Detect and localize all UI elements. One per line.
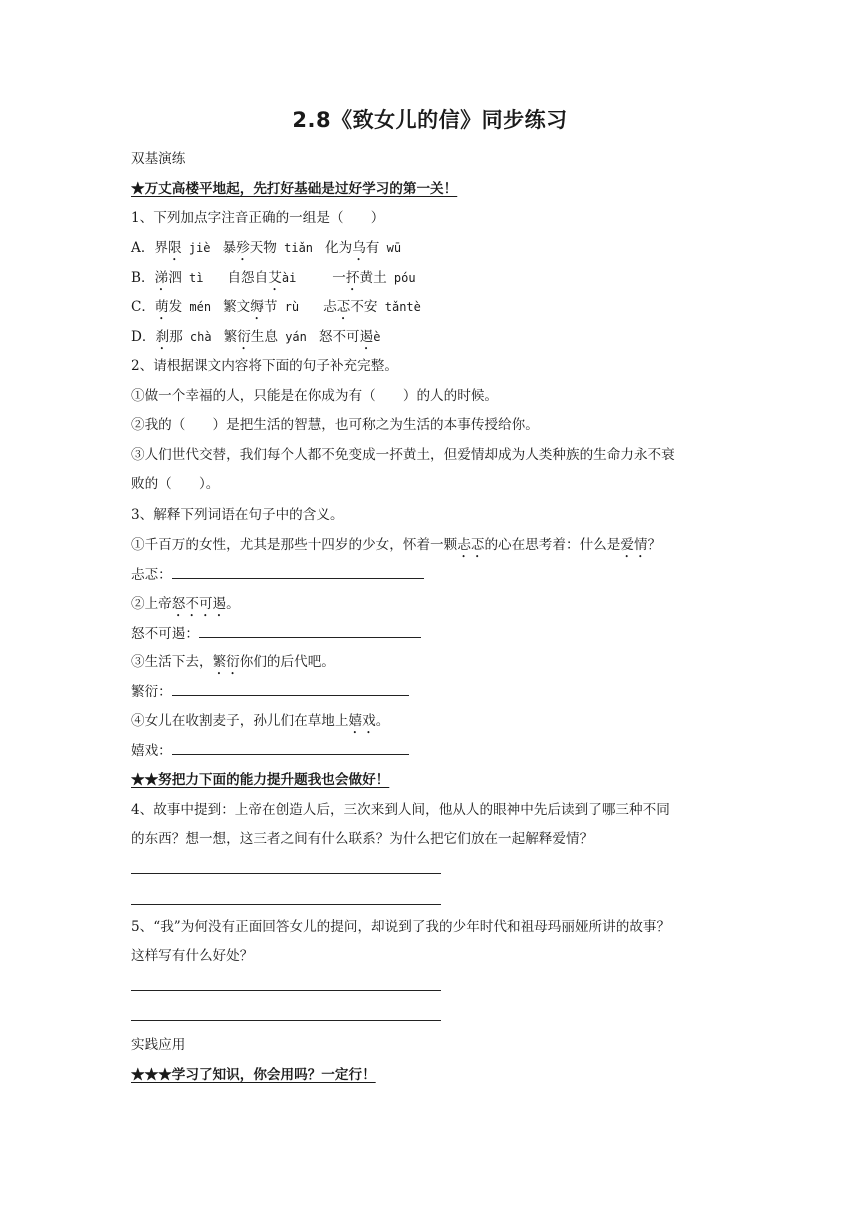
dotted-char: 抔 bbox=[345, 270, 360, 286]
answer-label: 嬉戏： bbox=[131, 743, 172, 759]
word: 繁文 bbox=[223, 299, 251, 315]
pinyin: wū bbox=[379, 241, 402, 255]
dotted-char: 遏 bbox=[359, 329, 374, 345]
answer-label: 繁衍： bbox=[131, 684, 172, 700]
sentence-text: ②上帝 bbox=[131, 596, 172, 612]
question-3-stem: 3、解释下列词语在句子中的含义。 bbox=[131, 507, 344, 523]
section-banner-improvement: ★★努把力下面的能力提升题我也会做好！ bbox=[131, 772, 390, 788]
question-3-item-4 bbox=[131, 711, 389, 731]
answer-blank[interactable] bbox=[199, 623, 421, 638]
sentence-text: 你们的后代吧。 bbox=[239, 654, 335, 670]
question-2-stem: 2、请根据课文内容将下面的句子补充完整。 bbox=[131, 358, 398, 374]
answer-line[interactable] bbox=[131, 1020, 441, 1021]
sentence-text: 的心在思考着：什么是 bbox=[484, 537, 621, 553]
word: 那 bbox=[169, 329, 183, 345]
dotted-char: 忑 bbox=[336, 299, 351, 315]
word: 忐 bbox=[323, 299, 337, 315]
dotted-char: 萌 bbox=[155, 299, 169, 315]
pinyin: tiǎn bbox=[276, 241, 326, 255]
answer-line[interactable] bbox=[131, 873, 441, 874]
word: 繁 bbox=[223, 329, 238, 345]
question-1-option-d bbox=[131, 327, 380, 347]
question-5-line-2: 这样写有什么好处？ bbox=[131, 948, 254, 964]
page-title: 2.8《致女儿的信》同步练习 bbox=[292, 108, 568, 132]
question-3-answer-2 bbox=[131, 623, 421, 643]
answer-label: 忐忑： bbox=[131, 567, 172, 583]
pinyin: jiè bbox=[181, 241, 223, 255]
question-1-stem: 1、下列加点字注音正确的一组是（ ） bbox=[131, 210, 385, 226]
question-3-item-1 bbox=[131, 535, 661, 555]
pinyin: rù bbox=[277, 300, 324, 314]
word: 界 bbox=[154, 240, 169, 256]
word: 暴 bbox=[222, 240, 237, 256]
question-2-sentence-3-cont: 败的（ ）。 bbox=[131, 476, 220, 492]
dotted-word: 忐忑 bbox=[457, 537, 485, 553]
pinyin: yán bbox=[277, 330, 319, 344]
dotted-char: 缛 bbox=[250, 299, 264, 315]
answer-blank[interactable] bbox=[172, 740, 409, 755]
dotted-word: 嬉戏 bbox=[348, 713, 376, 729]
question-2-sentence-1: ①做一个幸福的人，只能是在你成为有（ ）的人的时候。 bbox=[131, 388, 499, 404]
question-5-line-1: 5、“我”为何没有正面回答女儿的提问，却说到了我的少年时代和祖母玛丽娅所讲的故事？ bbox=[131, 919, 671, 935]
dotted-char: 刹 bbox=[155, 329, 170, 345]
pinyin: ài bbox=[281, 271, 333, 285]
option-label: B． bbox=[131, 270, 155, 286]
question-1-option-a bbox=[131, 238, 401, 258]
sentence-text: ①千百万的女性，尤其是那些十四岁的少女，怀着一颗 bbox=[131, 537, 458, 553]
word: 怒不可 bbox=[318, 329, 360, 345]
section-heading-practice: 实践应用 bbox=[131, 1037, 186, 1053]
dotted-word: 繁衍 bbox=[212, 654, 240, 670]
word: 天物 bbox=[249, 240, 277, 256]
word: 有 bbox=[365, 240, 380, 256]
word: 节 bbox=[263, 299, 278, 315]
sentence-text: 。 bbox=[375, 713, 390, 729]
question-3-answer-1 bbox=[131, 564, 424, 584]
pinyin: è bbox=[373, 330, 381, 344]
answer-blank[interactable] bbox=[172, 681, 409, 696]
pinyin: chà bbox=[182, 330, 224, 344]
pinyin: tǎntè bbox=[377, 300, 421, 314]
dotted-char: 殄 bbox=[236, 240, 250, 256]
answer-line[interactable] bbox=[131, 990, 441, 991]
word: 不安 bbox=[350, 299, 378, 315]
question-2-sentence-2: ②我的（ ）是把生活的智慧，也可称之为生活的本事传授给你。 bbox=[131, 417, 539, 433]
sentence-text: ③生活下去， bbox=[131, 654, 213, 670]
question-2-sentence-3: ③人们世代交替，我们每个人都不免变成一抔黄土，但爱情却成为人类种族的生命力永不衰 bbox=[131, 447, 675, 463]
question-4-line-1: 4、故事中提到：上帝在创造人后，三次来到人间，他从人的眼神中先后读到了哪三种不同 bbox=[131, 802, 670, 818]
sentence-text: 。 bbox=[226, 596, 240, 612]
sentence-text: ④女儿在收割麦子，孙儿们在草地上 bbox=[131, 713, 349, 729]
dotted-char: 衍 bbox=[237, 329, 251, 345]
word: 生息 bbox=[250, 329, 278, 345]
word: 黄土 bbox=[359, 270, 387, 286]
word: 泗 bbox=[168, 270, 182, 286]
dotted-char: 艾 bbox=[268, 270, 282, 286]
question-1-option-c bbox=[131, 297, 421, 317]
answer-line[interactable] bbox=[131, 904, 441, 905]
question-4-line-2: 的东西？想一想，这三者之间有什么联系？为什么把它们放在一起解释爱情？ bbox=[131, 831, 594, 847]
word: 一 bbox=[332, 270, 346, 286]
sentence-text: ？ bbox=[647, 537, 662, 553]
question-3-item-3 bbox=[131, 652, 335, 672]
question-3-answer-4 bbox=[131, 740, 409, 760]
dotted-char: 限 bbox=[168, 240, 182, 256]
option-label: A． bbox=[131, 240, 155, 256]
dotted-word: 爱情 bbox=[620, 537, 648, 553]
section-banner-basics: ★万丈高楼平地起，先打好基础是过好学习的第一关！ bbox=[131, 181, 458, 197]
pinyin: tì bbox=[181, 271, 228, 285]
word: 发 bbox=[168, 299, 183, 315]
option-label: D． bbox=[131, 329, 156, 345]
answer-label: 怒不可遏： bbox=[131, 626, 199, 642]
question-3-answer-3 bbox=[131, 681, 409, 701]
word: 化为 bbox=[325, 240, 353, 256]
section-heading-basics: 双基演练 bbox=[131, 151, 186, 167]
section-banner-practice: ★★★学习了知识，你会用吗？一定行！ bbox=[131, 1067, 376, 1083]
question-1-option-b bbox=[131, 268, 416, 288]
pinyin: mén bbox=[182, 300, 224, 314]
answer-blank[interactable] bbox=[172, 564, 424, 579]
dotted-word: 怒不可遏 bbox=[171, 596, 227, 612]
question-3-item-2 bbox=[131, 594, 240, 614]
option-label: C． bbox=[131, 299, 155, 315]
dotted-char: 乌 bbox=[352, 240, 366, 256]
word: 自怨自 bbox=[227, 270, 269, 286]
dotted-char: 涕 bbox=[154, 270, 169, 286]
pinyin: póu bbox=[386, 271, 416, 285]
